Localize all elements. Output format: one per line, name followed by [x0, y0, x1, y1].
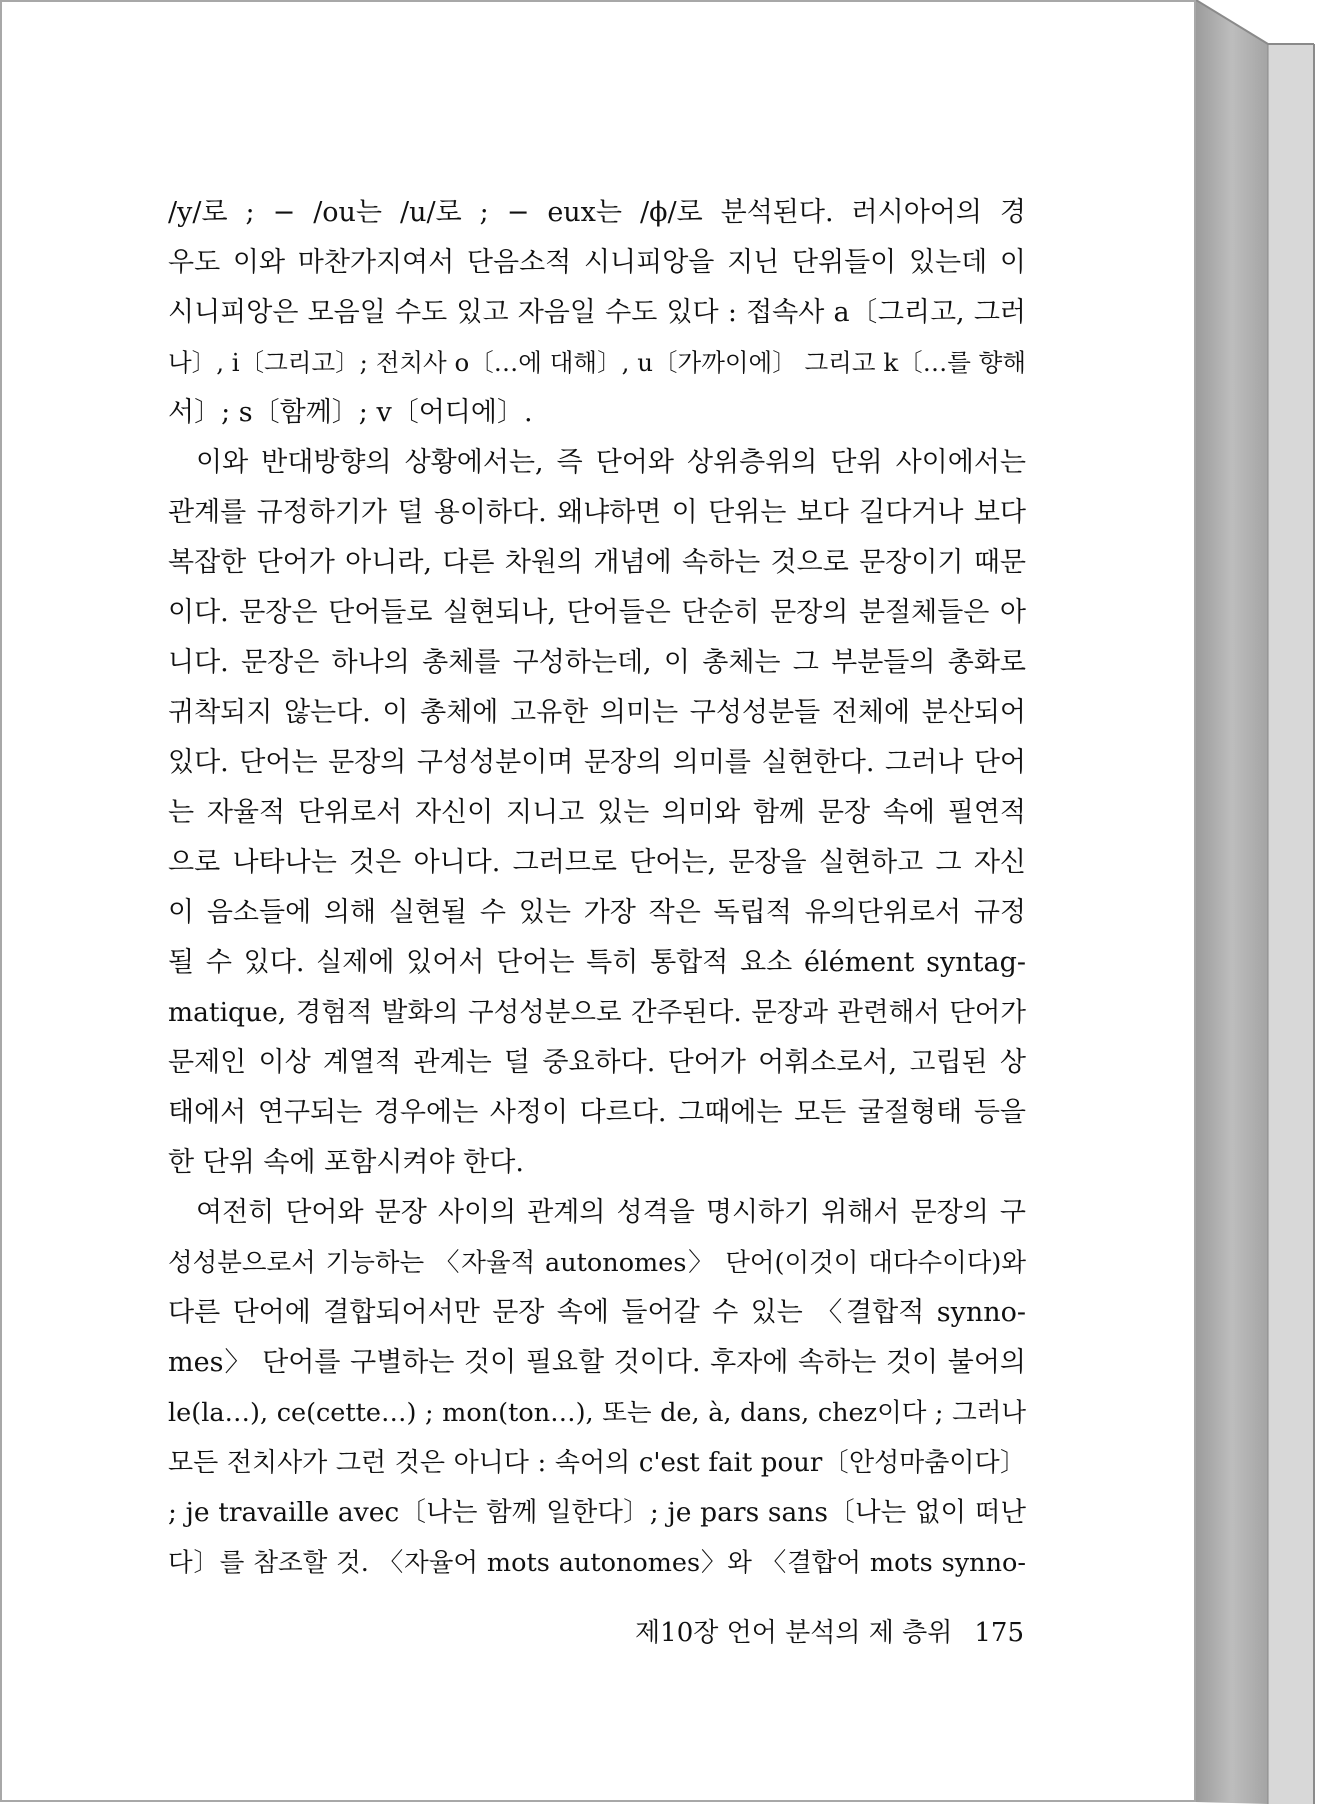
text-line: 이 음소들에 의해 실현될 수 있는 가장 작은 독립적 유의단위로서 규정: [168, 897, 1026, 928]
text-line: 성성분으로서 기능하는 〈자율적 autonomes〉 단어(이것이 대다수이다)와: [168, 1248, 1026, 1278]
text-line: 시니피앙은 모음일 수도 있고 자음일 수도 있다 : 접속사 a〔그리고, 그러: [168, 297, 1026, 328]
text-line: 될 수 있다. 실제에 있어서 단어는 특히 통합적 요소 élément syntag-: [168, 947, 1026, 978]
text-line: 이와 반대방향의 상황에서는, 즉 단어와 상위층위의 단위 사이에서는: [196, 447, 1026, 478]
text-line: 한 단위 속에 포함시켜야 한다.: [168, 1147, 524, 1178]
page-footer: [604, 1612, 1024, 1649]
page-number: 175: [974, 1618, 1024, 1648]
text-line: 우도 이와 마찬가지여서 단음소적 시니피앙을 지닌 단위들이 있는데 이: [168, 247, 1026, 278]
body-text: [168, 188, 1026, 1588]
text-line: 다〕를 참조할 것. 〈자율어 mots autonomes〉와 〈결합어 mots synno-: [168, 1548, 1026, 1578]
text-line: 서〕; s〔함께〕; v〔어디에〕.: [168, 397, 533, 428]
text-line: 문제인 이상 계열적 관계는 덜 중요하다. 단어가 어휘소로서, 고립된 상: [168, 1047, 1026, 1078]
text-line: 여전히 단어와 문장 사이의 관계의 성격을 명시하기 위해서 문장의 구: [196, 1197, 1026, 1228]
paragraph-3: [168, 1188, 1026, 1588]
text-line: 는 자율적 단위로서 자신이 지니고 있는 의미와 함께 문장 속에 필연적: [168, 797, 1026, 828]
text-line: 니다. 문장은 하나의 총체를 구성하는데, 이 총체는 그 부분들의 총화로: [168, 647, 1026, 678]
text-line: 이다. 문장은 단어들로 실현되나, 단어들은 단순히 문장의 분절체들은 아: [168, 597, 1026, 628]
text-line: 나〕, i〔그리고〕; 전치사 o〔…에 대해〕, u〔가까이에〕 그리고 k〔…를 향해: [168, 348, 1026, 377]
text-line: 다른 단어에 결합되어서만 문장 속에 들어갈 수 있는 〈결합적 synno-: [168, 1297, 1026, 1328]
paragraph-1: [168, 188, 1026, 438]
text-line: /y/로 ; − /ou는 /u/로 ; − eux는 /ϕ/로 분석된다. 러시아어의 경: [168, 197, 1026, 228]
book-page-edge: [1196, 0, 1324, 1804]
text-line: 관계를 규정하기가 덜 용이하다. 왜냐하면 이 단위는 보다 길다거나 보다: [168, 497, 1026, 528]
text-line: 으로 나타나는 것은 아니다. 그러므로 단어는, 문장을 실현하고 그 자신: [168, 847, 1026, 878]
text-line: le(la…), ce(cette…) ; mon(ton…), 또는 de, à, dans, chez이다 ; 그러나: [168, 1398, 1026, 1428]
text-line: 모든 전치사가 그런 것은 아니다 : 속어의 c'est fait pour〔안성마춤이다〕: [168, 1448, 1026, 1478]
text-line: 태에서 연구되는 경우에는 사정이 다르다. 그때에는 모든 굴절형태 등을: [168, 1097, 1026, 1128]
text-line: ; je travaille avec〔나는 함께 일한다〕; je pars sans〔나는 없이 떠난: [168, 1497, 1026, 1528]
running-head: 제10장 언어 분석의 제 층위: [635, 1618, 953, 1648]
text-line: 복잡한 단어가 아니라, 다른 차원의 개념에 속하는 것으로 문장이기 때문: [168, 547, 1026, 578]
text-line: 귀착되지 않는다. 이 총체에 고유한 의미는 구성성분들 전체에 분산되어: [168, 697, 1026, 728]
paragraph-2: [168, 438, 1026, 1188]
text-line: mes〉 단어를 구별하는 것이 필요할 것이다. 후자에 속하는 것이 불어의: [168, 1347, 1026, 1378]
text-line: matique, 경험적 발화의 구성성분으로 간주된다. 문장과 관련해서 단어가: [168, 997, 1026, 1028]
text-line: 있다. 단어는 문장의 구성성분이며 문장의 의미를 실현한다. 그러나 단어: [168, 747, 1026, 778]
